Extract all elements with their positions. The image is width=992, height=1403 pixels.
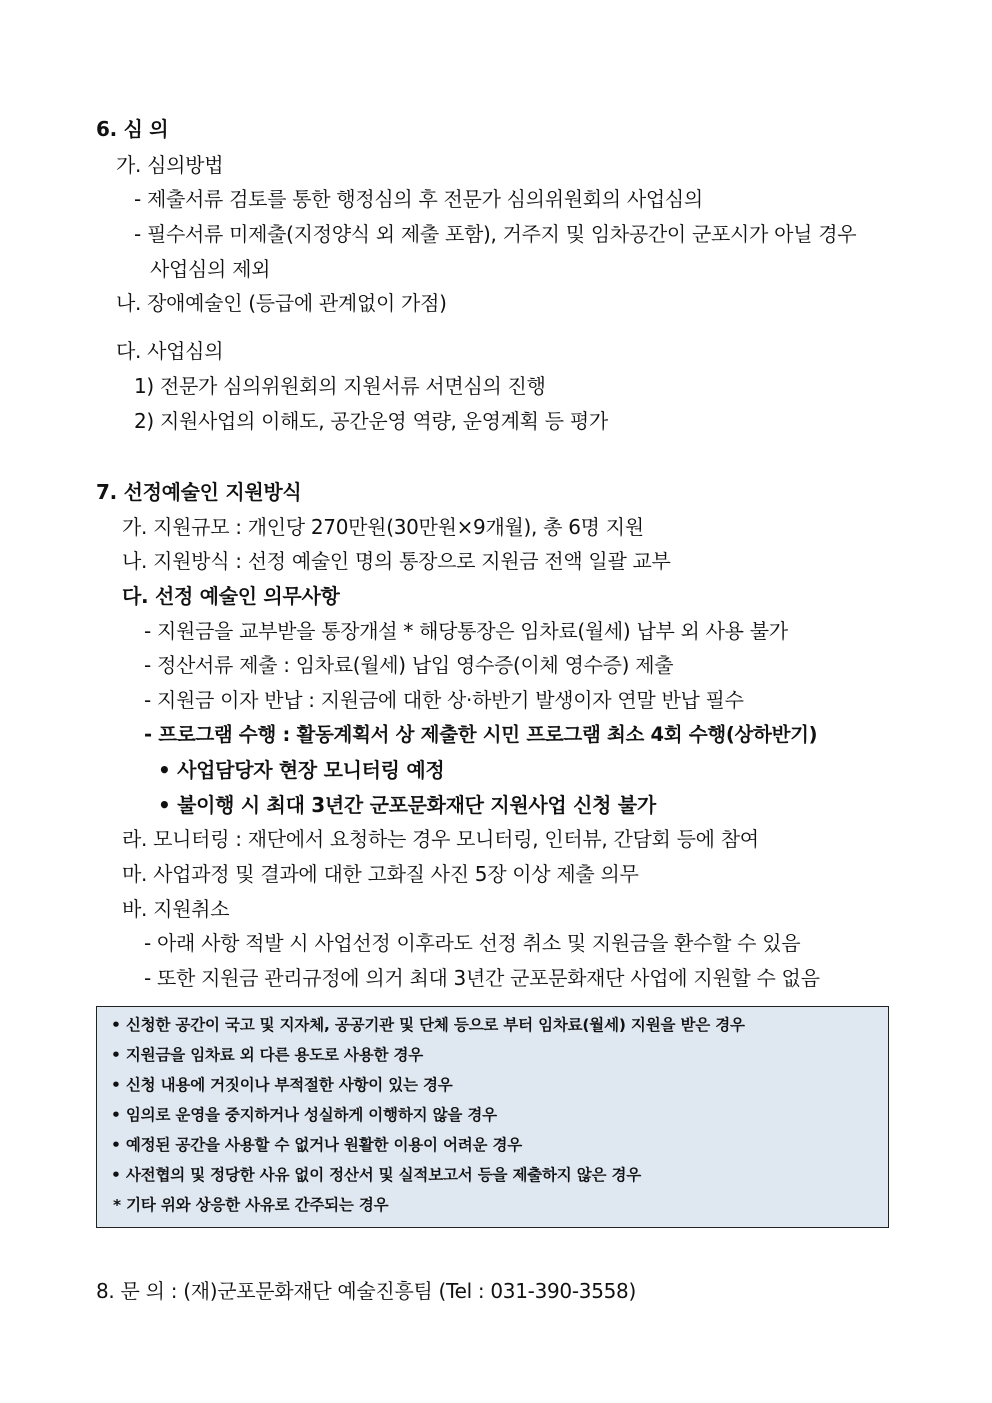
review-method-item: - 제출서류 검토를 통한 행정심의 후 전문가 심의위원회의 사업심의 [134, 187, 703, 211]
obligation-item: - 지원금을 교부받을 통장개설 * 해당통장은 임차료(월세) 납부 외 사용 불가 [144, 619, 788, 643]
contact-line: 8. 문 의 : (재)군포문화재단 예술진흥팀 (Tel : 031-390-3558) [96, 1279, 636, 1303]
business-review-title: 다. 사업심의 [116, 339, 224, 363]
obligation-item-program: - 프로그램 수행 : 활동계획서 상 제출한 시민 프로그램 최소 4회 수행(상하반기) [144, 723, 818, 746]
obligations-title: 다. 선정 예술인 의무사항 [122, 584, 340, 608]
cancellation-item: - 아래 사항 적발 시 사업선정 이후라도 선정 취소 및 지원금을 환수할 수 있음 [144, 931, 801, 955]
support-scale: 가. 지원규모 : 개인당 270만원(30만원×9개월), 총 6명 지원 [122, 515, 644, 539]
review-method-item: - 필수서류 미제출(지정양식 외 제출 포함), 거주지 및 임차공간이 군포시가 아닐 경우 [134, 222, 857, 246]
condition-item: • 지원금을 임차료 외 다른 용도로 사용한 경우 [111, 1046, 423, 1064]
condition-item-other: * 기타 위와 상응한 사유로 간주되는 경우 [113, 1196, 389, 1214]
business-review-item: 1) 전문가 심의위원회의 지원서류 서면심의 진행 [134, 374, 546, 398]
cancellation-item: - 또한 지원금 관리규정에 의거 최대 3년간 군포문화재단 사업에 지원할 수 없음 [144, 966, 820, 990]
monitoring-note: 라. 모니터링 : 재단에서 요청하는 경우 모니터링, 인터뷰, 간담회 등에 참여 [122, 827, 759, 851]
condition-item: • 예정된 공간을 사용할 수 없거나 원활한 이용이 어려운 경우 [111, 1136, 523, 1154]
cancellation-title: 바. 지원취소 [122, 897, 230, 921]
section-6-heading: 6. 심 의 [96, 117, 169, 141]
condition-item: • 사전협의 및 정당한 사유 없이 정산서 및 실적보고서 등을 제출하지 않은 경우 [111, 1166, 642, 1184]
obligation-item: - 정산서류 제출 : 임차료(월세) 납입 영수증(이체 영수증) 제출 [144, 653, 674, 677]
condition-item: • 신청 내용에 거짓이나 부적절한 사항이 있는 경우 [111, 1076, 453, 1094]
review-method-item-cont: 사업심의 제외 [150, 257, 271, 281]
condition-item: • 신청한 공간이 국고 및 지자체, 공공기관 및 단체 등으로 부터 임차료(월세) 지원을 받은 경우 [111, 1016, 745, 1034]
business-review-item: 2) 지원사업의 이해도, 공간운영 역량, 운영계획 등 평가 [134, 409, 608, 433]
condition-item: • 임의로 운영을 중지하거나 성실하게 이행하지 않을 경우 [111, 1106, 497, 1124]
obligation-item: - 지원금 이자 반납 : 지원금에 대한 상·하반기 발생이자 연말 반납 필수 [144, 688, 744, 712]
obligation-subitem: • 사업담당자 현장 모니터링 예정 [158, 758, 445, 782]
disabled-artist-note: 나. 장애예술인 (등급에 관계없이 가점) [116, 291, 447, 315]
section-7-heading: 7. 선정예술인 지원방식 [96, 480, 302, 504]
obligation-subitem: • 불이행 시 최대 3년간 군포문화재단 지원사업 신청 불가 [158, 793, 656, 817]
photo-submission-note: 마. 사업과정 및 결과에 대한 고화질 사진 5장 이상 제출 의무 [122, 862, 639, 886]
support-method: 나. 지원방식 : 선정 예술인 명의 통장으로 지원금 전액 일괄 교부 [122, 549, 671, 573]
review-method-title: 가. 심의방법 [116, 153, 224, 177]
cancellation-conditions-box [96, 1006, 889, 1228]
